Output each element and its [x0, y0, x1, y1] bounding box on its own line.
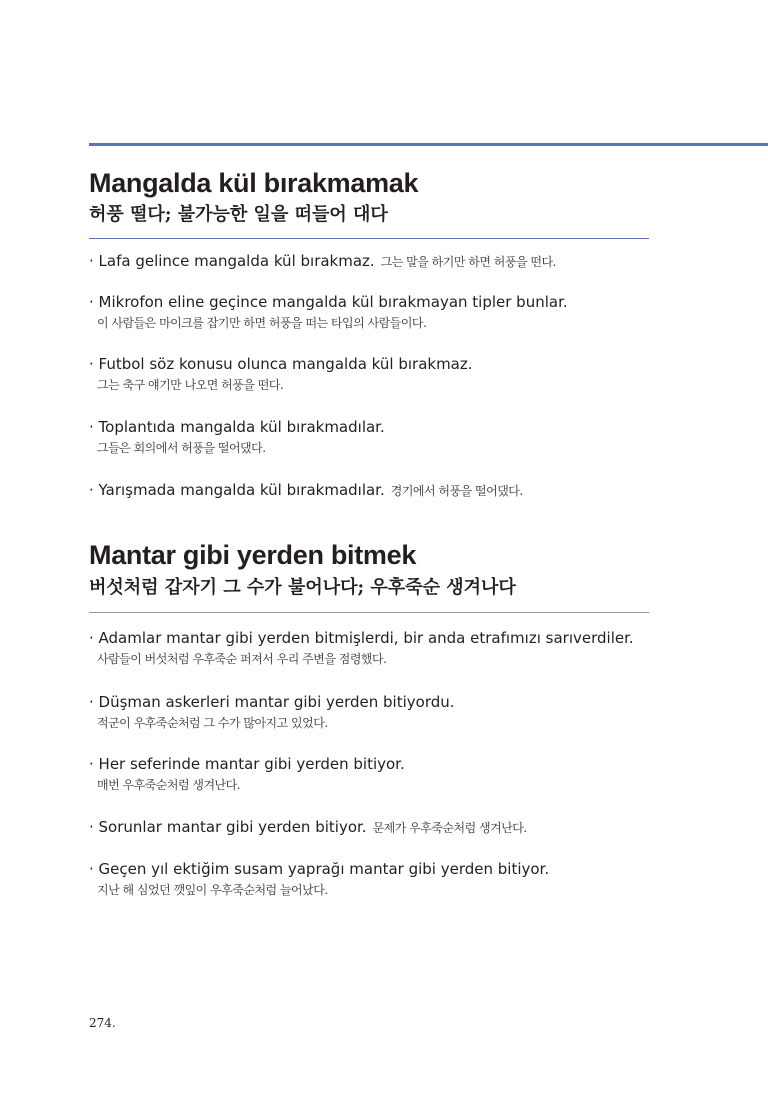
example-korean: 사람들이 버섯처럼 우후죽순 퍼져서 우리 주변을 점령했다.	[97, 652, 387, 666]
section-title: Mangalda kül bırakmamak	[89, 168, 419, 198]
example-item	[89, 354, 473, 393]
section-divider	[89, 238, 649, 239]
example-item	[89, 754, 405, 793]
example-turkish: · Lafa gelince mangalda kül bırakmaz.	[89, 252, 375, 270]
example-turkish: · Adamlar mantar gibi yerden bitmişlerdi, bir anda etrafımızı sarıverdiler.	[89, 629, 634, 647]
example-item	[89, 859, 549, 898]
example-korean: 그들은 회의에서 허풍을 떨어댔다.	[97, 441, 266, 455]
section-title: Mantar gibi yerden bitmek	[89, 540, 417, 570]
example-korean: 지난 해 심었던 깻잎이 우후죽순처럼 늘어났다.	[97, 883, 328, 897]
top-rule	[89, 143, 768, 146]
example-item	[89, 480, 523, 499]
example-korean: 적군이 우후죽순처럼 그 수가 많아지고 있었다.	[97, 716, 328, 730]
example-korean: 그는 축구 얘기만 나오면 허풍을 떤다.	[97, 378, 284, 392]
example-korean: 매번 우후죽순처럼 생겨난다.	[97, 778, 241, 792]
example-korean: 문제가 우후죽순처럼 생겨난다.	[372, 821, 527, 835]
section-subtitle: 버섯처럼 갑자기 그 수가 불어나다; 우후죽순 생겨나다	[89, 577, 516, 598]
example-item	[89, 417, 385, 456]
example-turkish: · Sorunlar mantar gibi yerden bitiyor.	[89, 818, 367, 836]
example-turkish: · Futbol söz konusu olunca mangalda kül bırakmaz.	[89, 355, 473, 373]
example-turkish: · Geçen yıl ektiğim susam yaprağı mantar gibi yerden bitiyor.	[89, 860, 550, 878]
example-turkish: · Düşman askerleri mantar gibi yerden bitiyordu.	[89, 693, 455, 711]
example-turkish: · Toplantıda mangalda kül bırakmadılar.	[89, 418, 385, 436]
example-item	[89, 251, 556, 270]
section-subtitle: 허풍 떨다; 불가능한 일을 떠들어 대다	[89, 204, 388, 225]
example-item	[89, 817, 527, 836]
example-item	[89, 628, 634, 667]
example-turkish: · Mikrofon eline geçince mangalda kül bırakmayan tipler bunlar.	[89, 293, 568, 311]
example-korean: 이 사람들은 마이크를 잡기만 하면 허풍을 떠는 타입의 사람들이다.	[97, 316, 427, 330]
example-item	[89, 292, 568, 331]
example-korean: 그는 말을 하기만 하면 허풍을 떤다.	[380, 255, 556, 269]
example-turkish: · Her seferinde mantar gibi yerden bitiyor.	[89, 755, 405, 773]
page-number: 274.	[89, 1016, 116, 1030]
example-korean: 경기에서 허풍을 떨어댔다.	[390, 484, 523, 498]
example-item	[89, 692, 455, 731]
example-turkish: · Yarışmada mangalda kül bırakmadılar.	[89, 481, 385, 499]
section-divider	[89, 612, 649, 613]
